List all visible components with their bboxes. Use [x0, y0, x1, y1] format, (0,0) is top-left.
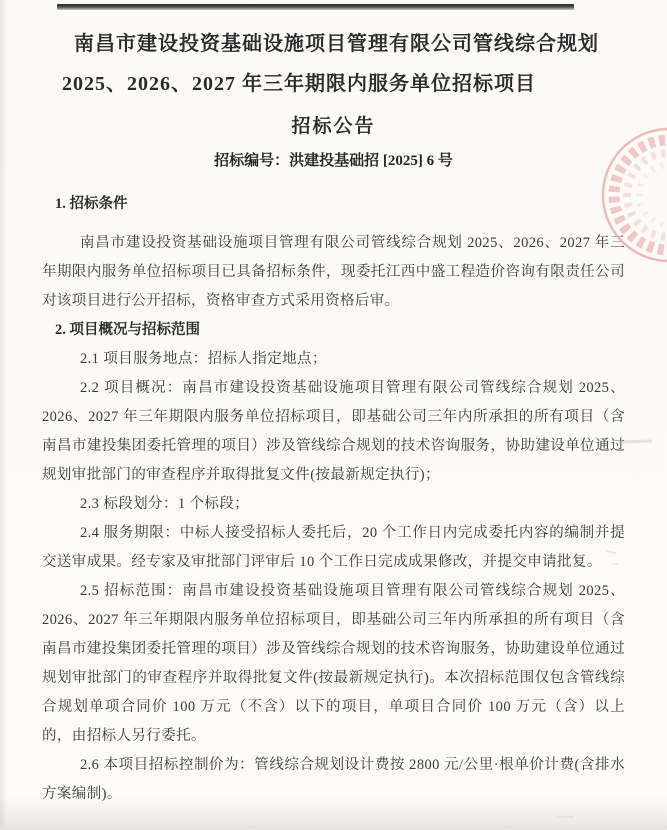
- document-title-line2: 2025、2026、2027 年三年期限内服务单位招标项目: [62, 73, 536, 95]
- section-2-clause-2-2: 2.2 项目概况：南昌市建设投资基础设施项目管理有限公司管线综合规划 2025、2026、2027 年三年期限内服务单位招标项目，即基础公司三年内所承担的所有项目（含南昌市建投集团委托管理的项目）涉及管线综合规划的技术咨询服务，协助建设单位通过规划审批部门的审查程序并取得批复文件(按最新规定执行)；: [42, 380, 625, 483]
- scan-artifact: [618, 439, 652, 443]
- document-body: [42, 24, 625, 809]
- document-subtitle: 招标公告: [291, 116, 376, 137]
- section-2-clause-2-4: 2.4 服务期限：中标人接受招标人委托后，20 个工作日内完成委托内容的编制并提交送审成果。经专家及审批部门评审后 10 个工作日完成成果修改，并提交申请批复。: [42, 525, 625, 570]
- scan-edge-shadow: [0, 0, 7, 830]
- section-2-clause-2-6: 2.6 本项目招标控制价为：管线综合规划设计费按 2800 元/公里·根单价计费(含排水方案编制)。: [42, 757, 625, 802]
- document-title-line1: 南昌市建设投资基础设施项目管理有限公司管线综合规划: [74, 33, 599, 55]
- section-1-paragraph: 南昌市建设投资基础设施项目管理有限公司管线综合规划 2025、2026、2027 年三年期限内服务单位招标项目已具备招标条件，现委托江西中盛工程造价咨询有限责任公司对该项目进行公开招标，资格审查方式采用资格后审。: [42, 235, 625, 309]
- scan-artifact: [556, 816, 574, 818]
- scan-top-bar-artifact: [57, 4, 574, 10]
- section-2-clause-2-1: 2.1 项目服务地点：招标人指定地点；: [80, 351, 327, 367]
- section-2-clause-2-5: 2.5 招标范围：南昌市建设投资基础设施项目管理有限公司管线综合规划 2025、2026、2027 年三年期限内服务单位招标项目，即基础公司三年内所承担的所有项目（含南昌市建投集团委托管理的项目）涉及管线综合规划的技术咨询服务，协助建设单位通过规划审批部门的审查程序并取得批复文件(按最新规定执行)。本次招标范围仅包含管线综合规划单项合同价 100 万元（不含）以下的项目，单项目合同价 100 万元（含）以上的，由招标人另行委托。: [42, 583, 625, 744]
- tender-number: 招标编号：洪建投基础招 [2025] 6 号: [214, 153, 453, 169]
- scan-bottom-edge: [0, 825, 667, 830]
- section-2-heading: 2. 项目概况与招标范围: [55, 322, 200, 338]
- scan-artifact: [612, 563, 618, 565]
- section-2-clause-2-3: 2.3 标段划分：1 个标段；: [80, 496, 250, 512]
- section-1-heading: 1. 招标条件: [55, 196, 128, 212]
